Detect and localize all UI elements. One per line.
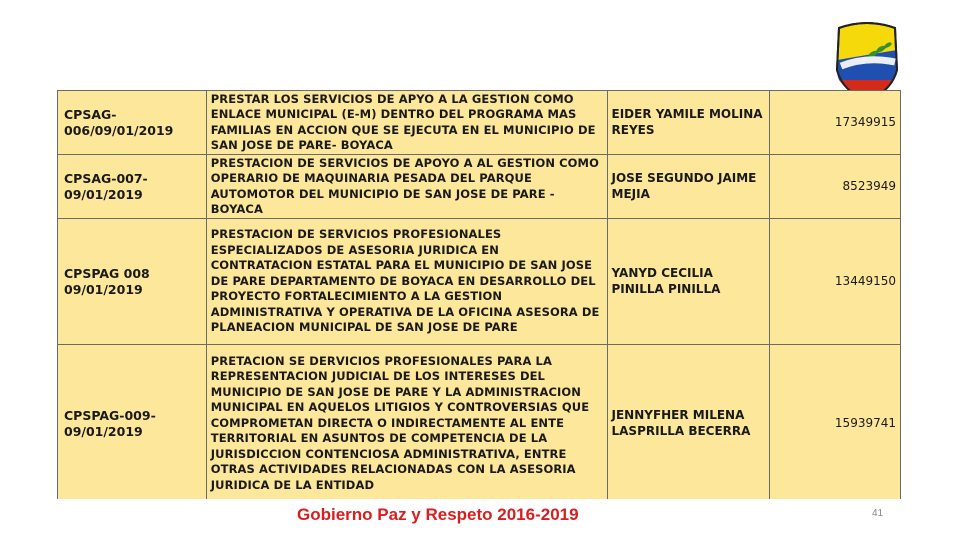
contractor-name: JOSE SEGUNDO JAIME MEJIA bbox=[607, 155, 770, 219]
contractor-name: JENNYFHER MILENA LASPRILLA BECERRA bbox=[607, 345, 770, 500]
table-row bbox=[58, 91, 901, 155]
contracts-table-panel bbox=[57, 90, 901, 499]
contract-code: CPSPAG-009-09/01/2019 bbox=[58, 345, 207, 500]
contract-code: CPSAG-006/09/01/2019 bbox=[58, 91, 207, 155]
table-row bbox=[58, 219, 901, 345]
contractor-name: EIDER YAMILE MOLINA REYES bbox=[607, 91, 770, 155]
table-row bbox=[58, 155, 901, 219]
contracts-table bbox=[57, 90, 901, 499]
page-number: 41 bbox=[872, 508, 884, 519]
contractor-id: 15939741 bbox=[770, 345, 901, 500]
contractor-id: 8523949 bbox=[770, 155, 901, 219]
contract-object: PRETACION SE DERVICIOS PROFESIONALES PARA LA REPRESENTACION JUDICIAL DE LOS INTERESES DEL MUNICIPIO DE SAN JOSE DE PARE Y LA ADMINISTRACION MUNICIPAL EN AQUELOS LITIGIOS Y CONTROVERSIAS QUE COMPROMETAN DIRECTA O INDIRECTAMENTE AL ENTE TERRITORIAL EN ASUNTOS DE COMPETENCIA DE LA JURISDICCION CONTENCIOSA ADMINISTRATIVA, ENTRE OTRAS ACTIVIDADES RELACIONADAS CON LA ASESORIA JURIDICA DE LA ENTIDAD bbox=[206, 345, 607, 500]
contract-object: PRESTACION DE SERVICIOS PROFESIONALES ESPECIALIZADOS DE ASESORIA JURIDICA EN CONTRATACION ESTATAL PARA EL MUNICIPIO DE SAN JOSE DE PARE DEPARTAMENTO DE BOYACA EN DESARROLLO DEL PROYECTO FORTALECIMIENTO A LA GESTION ADMINISTRATIVA Y OPERATIVA DE LA OFICINA ASESORA DE PLANEACION MUNICIPAL DE SAN JOSE DE PARE bbox=[206, 219, 607, 345]
contractor-id: 17349915 bbox=[770, 91, 901, 155]
footer-slogan: Gobierno Paz y Respeto 2016-2019 bbox=[297, 505, 579, 524]
contract-code: CPSAG-007-09/01/2019 bbox=[58, 155, 207, 219]
contractor-name: YANYD CECILIA PINILLA PINILLA bbox=[607, 219, 770, 345]
contractor-id: 13449150 bbox=[770, 219, 901, 345]
table-row bbox=[58, 345, 901, 500]
contract-code: CPSPAG 008 09/01/2019 bbox=[58, 219, 207, 345]
contract-object: PRESTACION DE SERVICIOS DE APOYO A AL GESTION COMO OPERARIO DE MAQUINARIA PESADA DEL PARQUE AUTOMOTOR DEL MUNICIPIO DE SAN JOSE DE PARE - BOYACA bbox=[206, 155, 607, 219]
contract-object: PRESTAR LOS SERVICIOS DE APYO A LA GESTION COMO ENLACE MUNICIPAL (E-M) DENTRO DEL PROGRAMA MAS FAMILIAS EN ACCION QUE SE EJECUTA EN EL MUNICIPIO DE SAN JOSE DE PARE- BOYACA bbox=[206, 91, 607, 155]
